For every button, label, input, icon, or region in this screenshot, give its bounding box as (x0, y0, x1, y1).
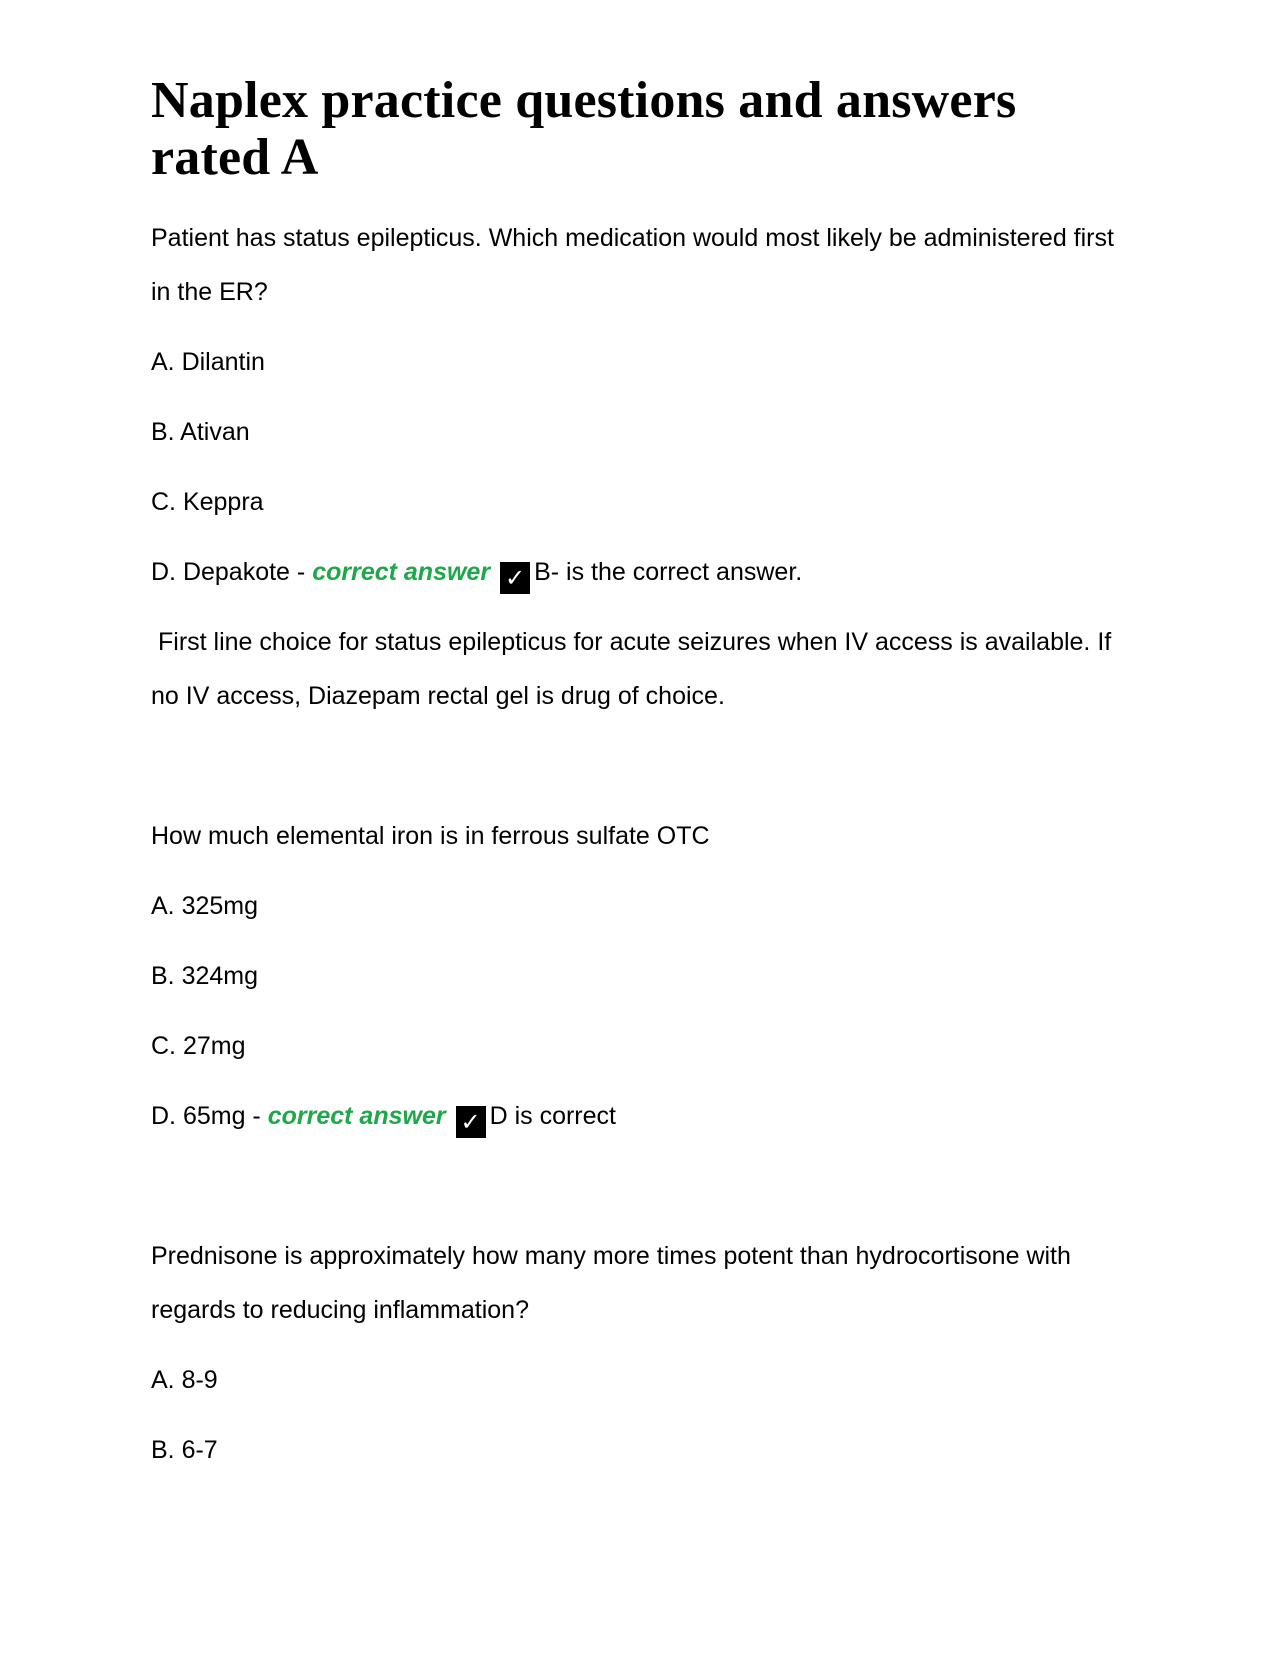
question-text: Patient has status epilepticus. Which medication would most likely be administered first in the ER? (151, 224, 1114, 306)
option-d-text: D. Depakote - (151, 558, 313, 586)
document-content (151, 72, 1131, 1493)
option-a: A. 8-9 (151, 1366, 218, 1394)
checkmark-icon: ✓ (500, 562, 530, 594)
checkmark-icon: ✓ (456, 1106, 486, 1138)
option-c: C. 27mg (151, 1032, 246, 1060)
option-b: B. 6-7 (151, 1436, 218, 1464)
option-c: C. Keppra (151, 488, 264, 516)
question-spacer (151, 739, 1131, 809)
correct-answer-label: correct answer (267, 1102, 446, 1130)
option-b: B. Ativan (151, 418, 250, 446)
question-spacer (151, 1159, 1131, 1229)
question-block (151, 809, 1131, 1143)
answer-explanation: First line choice for status epilepticus for acute seizures when IV access is available. If no IV access, Diazepam rectal gel is drug of choice. (151, 628, 1112, 710)
question-block (151, 211, 1131, 723)
question-text: Prednisone is approximately how many more times potent than hydrocortisone with regards to reducing inflammation? (151, 1242, 1071, 1324)
question-block (151, 1229, 1131, 1477)
option-a: A. 325mg (151, 892, 259, 920)
question-text: How much elemental iron is in ferrous sulfate OTC (151, 822, 710, 850)
document-title: Naplex practice questions and answers rated A (151, 72, 1017, 186)
option-d (151, 1089, 1131, 1143)
option-a: A. Dilantin (151, 348, 265, 376)
option-d (151, 545, 1131, 599)
answer-note: D is correct (489, 1102, 616, 1130)
answer-note: B- is the correct answer. (534, 558, 803, 586)
correct-answer-label: correct answer (312, 558, 491, 586)
option-b: B. 324mg (151, 962, 259, 990)
option-d-text: D. 65mg - (151, 1102, 268, 1130)
